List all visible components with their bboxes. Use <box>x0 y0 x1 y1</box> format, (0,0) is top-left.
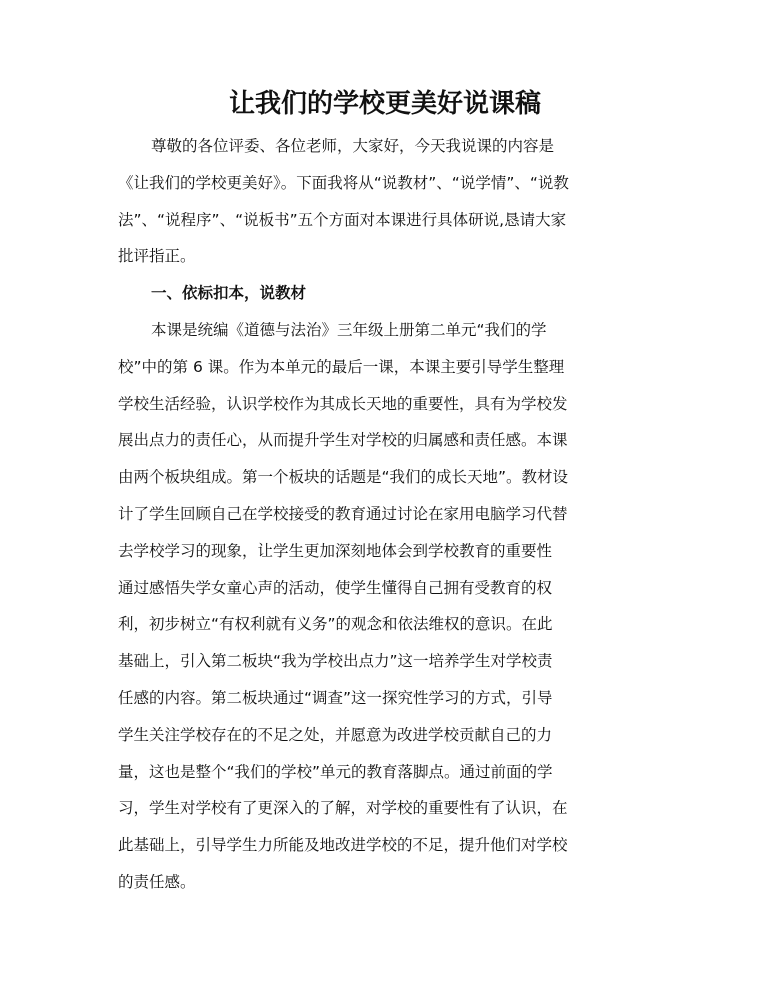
paragraph-line: 本课是统编《道德与法治》三年级上册第二单元“我们的学 <box>151 320 547 339</box>
document-title: 让我们的学校更美好说课稿 <box>228 89 541 119</box>
paragraph-line: 《让我们的学校更美好》。下面我将从“说教材”、“说学情”、“说教 <box>118 173 569 192</box>
paragraph-line: 学校生活经验，认识学校作为其成长天地的重要性，具有为学校发 <box>118 394 568 413</box>
paragraph-line: 习，学生对学校有了更深入的了解，对学校的重要性有了认识，在 <box>118 799 568 818</box>
section-heading: 一、依标扣本，说教材 <box>151 284 307 303</box>
document-body <box>118 128 653 901</box>
paragraph-line: 的责任感。 <box>118 872 196 891</box>
paragraph-line: 由两个板块组成。第一个板块的话题是“我们的成长天地”。教材设 <box>118 468 569 487</box>
paragraph-line: 法”、“说程序”、“说板书”五个方面对本课进行具体研说,恳请大家 <box>118 210 567 229</box>
paragraph-line: 学生关注学校存在的不足之处，并愿意为改进学校贡献自己的力 <box>118 725 553 744</box>
paragraph-line: 尊敬的各位评委、各位老师，大家好，今天我说课的内容是 <box>151 137 555 155</box>
paragraph-line: 基础上，引入第二板块“我为学校出点力”这一培养学生对学校责 <box>118 652 553 671</box>
paragraph-line: 计了学生回顾自己在学校接受的教育通过讨论在家用电脑学习代替 <box>118 504 568 523</box>
paragraph-line: 去学校学习的现象，让学生更加深刻地体会到学校教育的重要性 <box>118 541 553 560</box>
paragraph-line: 任感的内容。第二板块通过“调查”这一探究性学习的方式，引导 <box>118 688 553 707</box>
paragraph-line: 利，初步树立“有权利就有义务”的观念和依法维权的意识。在此 <box>118 615 553 634</box>
paragraph-line: 展出点力的责任心，从而提升学生对学校的归属感和责任感。本课 <box>118 431 568 450</box>
paragraph-line: 批评指正。 <box>118 247 196 266</box>
paragraph-line: 此基础上，引导学生力所能及地改进学校的不足，提升他们对学校 <box>118 836 568 855</box>
paragraph-line: 校”中的第 6 课。作为本单元的最后一课，本课主要引导学生整理 <box>118 357 565 376</box>
paragraph-line: 量，这也是整个“我们的学校”单元的教育落脚点。通过前面的学 <box>118 762 553 781</box>
paragraph-line: 通过感悟失学女童心声的活动，使学生懂得自己拥有受教育的权 <box>118 578 553 597</box>
